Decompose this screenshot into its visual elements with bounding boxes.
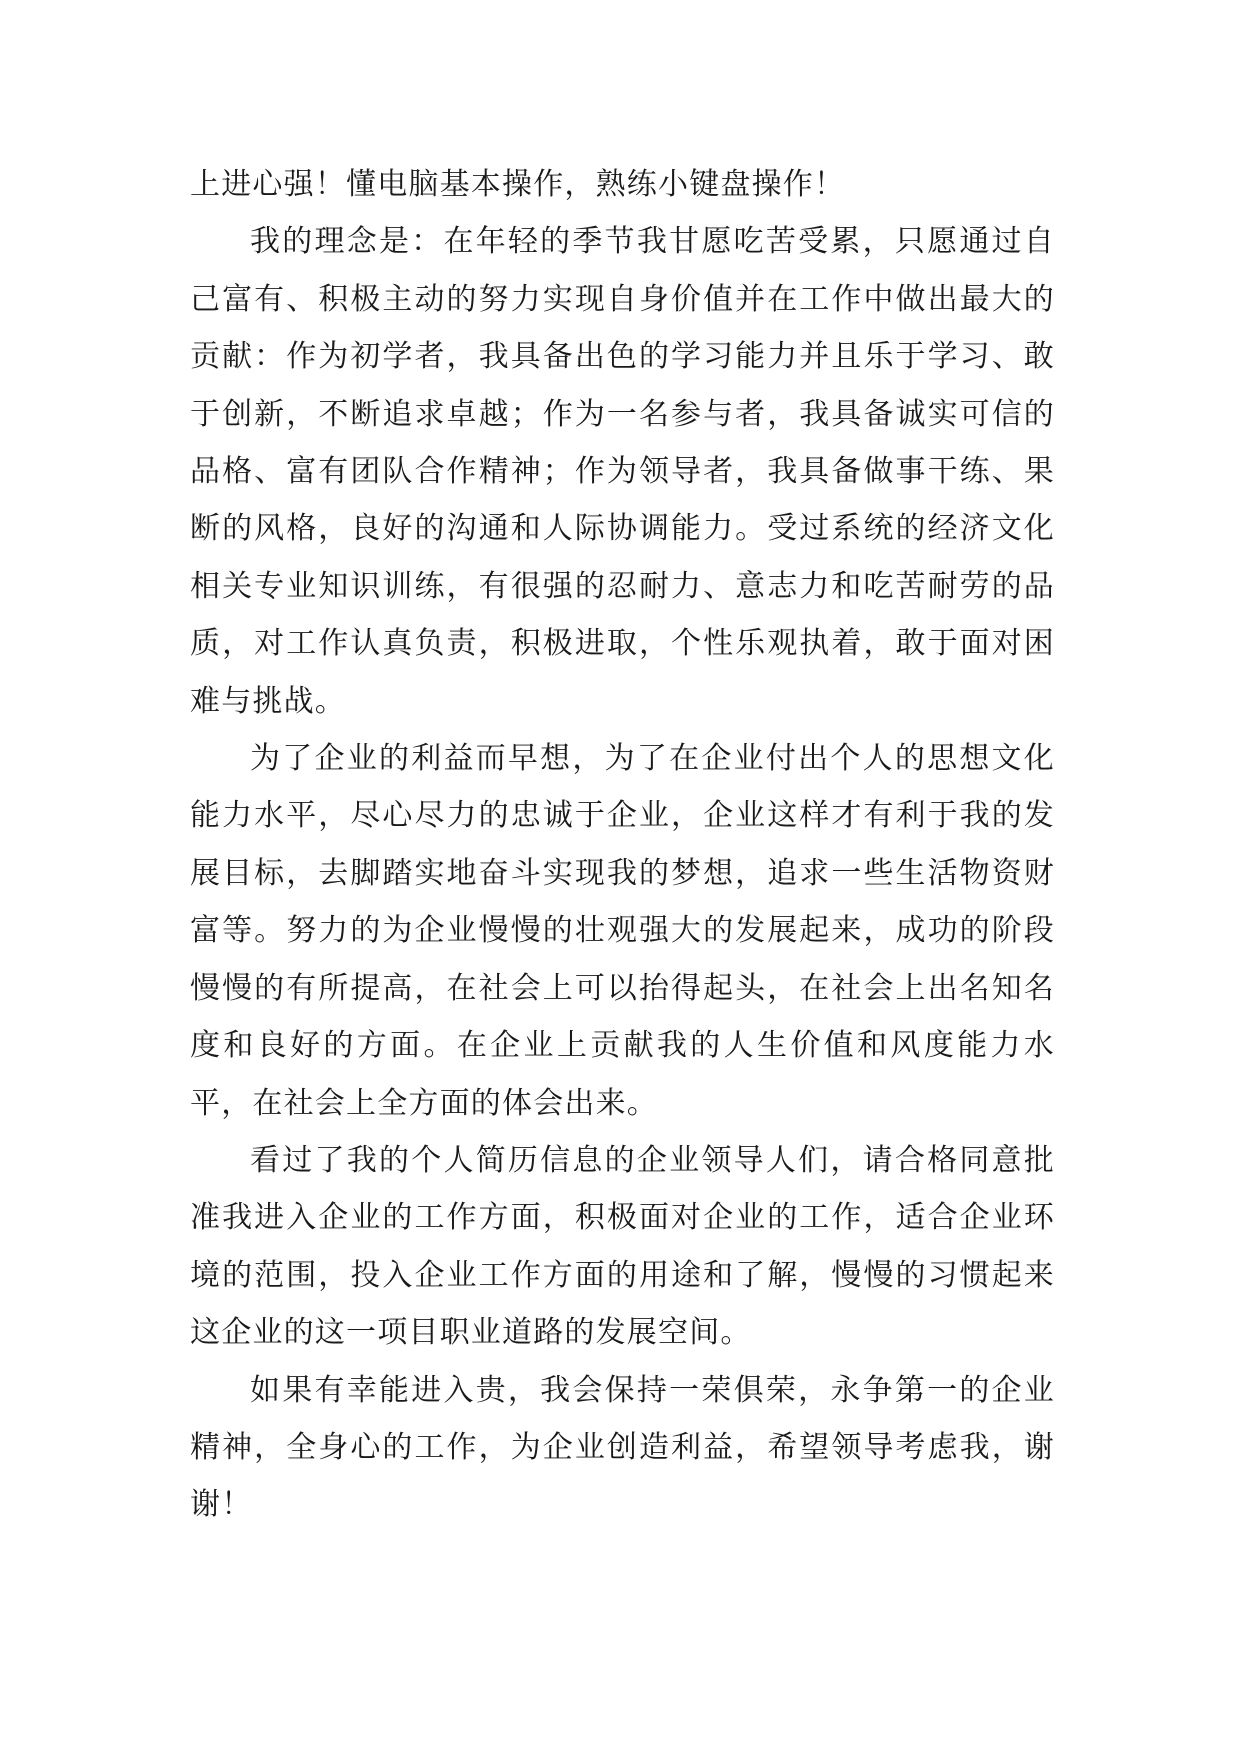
body-text	[190, 156, 1055, 1534]
paragraph-1: 上进心强！懂电脑基本操作，熟练小键盘操作！	[190, 167, 846, 202]
paragraph-3: 为了企业的利益而早想，为了在企业付出个人的思想文化能力水平，尽心尽力的忠诚于企业，企业这样才有利于我的发展目标，去脚踏实地奋斗实现我的梦想，追求一些生活物资财富等。努力的为企业慢慢的壮观强大的发展起来，成功的阶段慢慢的有所提高，在社会上可以抬得起头，在社会上出名知名度和良好的方面。在企业上贡献我的人生价值和风度能力水平，在社会上全方面的体会出来。	[190, 741, 1055, 1121]
paragraph-5: 如果有幸能进入贵，我会保持一荣俱荣，永争第一的企业精神，全身心的工作，为企业创造利益，希望领导考虑我，谢谢！	[190, 1372, 1055, 1523]
paragraph-4: 看过了我的个人简历信息的企业领导人们，请合格同意批准我进入企业的工作方面，积极面对企业的工作，适合企业环境的范围，投入企业工作方面的用途和了解，慢慢的习惯起来这企业的这一项目职业道路的发展空间。	[190, 1142, 1055, 1351]
paragraph-2: 我的理念是：在年轻的季节我甘愿吃苦受累，只愿通过自己富有、积极主动的努力实现自身价值并在工作中做出最大的贡献：作为初学者，我具备出色的学习能力并且乐于学习、敢于创新，不断追求卓越；作为一名参与者，我具备诚实可信的品格、富有团队合作精神；作为领导者，我具备做事干练、果断的风格，良好的沟通和人际协调能力。受过系统的经济文化相关专业知识训练，有很强的忍耐力、意志力和吃苦耐劳的品质，对工作认真负责，积极进取，个性乐观执着，敢于面对困难与挑战。	[190, 224, 1055, 719]
